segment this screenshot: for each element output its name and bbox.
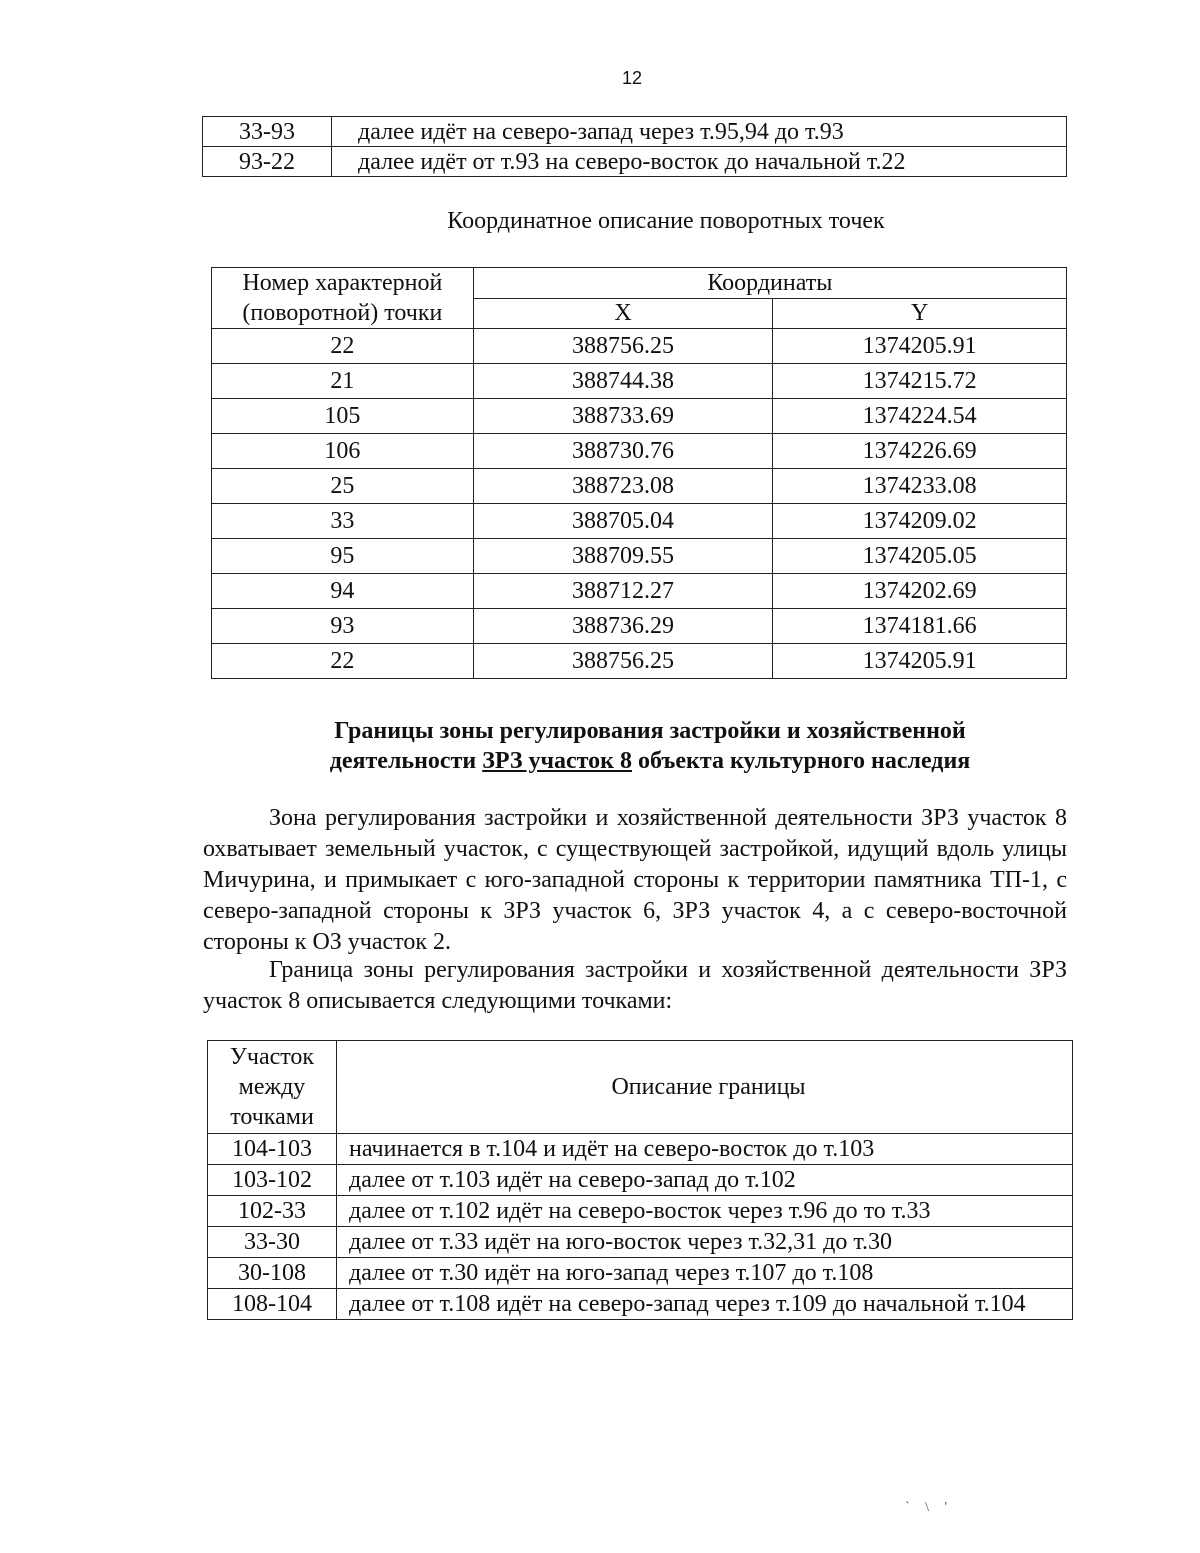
segment-points-cell: 93-22: [203, 147, 332, 177]
point-number-cell: 33: [212, 504, 474, 539]
table-row: [212, 609, 1067, 644]
segment-description-cell: далее от т.30 идёт на юго-запад через т.107 до т.108: [337, 1258, 1073, 1289]
table-row: [208, 1196, 1073, 1227]
table-row: [212, 644, 1067, 679]
table-row: [212, 329, 1067, 364]
point-number-header: [212, 268, 474, 329]
point-number-cell: 93: [212, 609, 474, 644]
table-row: [212, 504, 1067, 539]
coordinates-header-row: [212, 268, 1067, 299]
table-row: [208, 1134, 1073, 1165]
segment-description-cell: далее от т.108 идёт на северо-запад через т.109 до начальной т.104: [337, 1289, 1073, 1320]
table-row: [212, 434, 1067, 469]
y-coordinate-cell: 1374226.69: [773, 434, 1067, 469]
table-row: [212, 539, 1067, 574]
segment-points-header: [208, 1041, 337, 1134]
zone-8-segments-header-row: [208, 1041, 1073, 1134]
point-number-cell: 106: [212, 434, 474, 469]
table-row: [208, 1165, 1073, 1196]
coordinates-table: [211, 267, 1067, 679]
x-coordinate-cell: 388756.25: [473, 644, 773, 679]
page-number: 12: [621, 68, 643, 88]
y-coordinate-cell: 1374215.72: [773, 364, 1067, 399]
segment-points-header-line2: между: [238, 1074, 306, 1100]
y-header: Y: [773, 298, 1067, 329]
x-coordinate-cell: 388712.27: [473, 574, 773, 609]
x-coordinate-cell: 388733.69: [473, 399, 773, 434]
segment-description-cell: далее идёт на северо-запад через т.95,94 до т.93: [332, 117, 1067, 147]
section-heading-line2: [200, 746, 1100, 776]
x-coordinate-cell: 388756.25: [473, 329, 773, 364]
y-coordinate-cell: 1374209.02: [773, 504, 1067, 539]
point-number-cell: 105: [212, 399, 474, 434]
x-coordinate-cell: 388709.55: [473, 539, 773, 574]
table-row: [212, 364, 1067, 399]
x-coordinate-cell: 388730.76: [473, 434, 773, 469]
segment-description-cell: далее от т.102 идёт на северо-восток через т.96 до то т.33: [337, 1196, 1073, 1227]
point-number-cell: 21: [212, 364, 474, 399]
table-row: [203, 117, 1067, 147]
point-number-cell: 25: [212, 469, 474, 504]
segment-points-header-line3: точками: [230, 1104, 314, 1130]
y-coordinate-cell: 1374202.69: [773, 574, 1067, 609]
y-coordinate-cell: 1374181.66: [773, 609, 1067, 644]
segment-description-cell: начинается в т.104 и идёт на северо-восток до т.103: [337, 1134, 1073, 1165]
table-row: [208, 1258, 1073, 1289]
section-heading: [200, 716, 1100, 776]
zone-8-segments-table-body: [208, 1041, 1073, 1320]
point-number-header-line1: Номер характерной: [242, 270, 443, 296]
zone-8-segments-table: [207, 1040, 1073, 1320]
y-coordinate-cell: 1374224.54: [773, 399, 1067, 434]
y-coordinate-cell: 1374205.91: [773, 644, 1067, 679]
point-number-cell: 95: [212, 539, 474, 574]
segment-description-header: Описание границы: [337, 1041, 1073, 1134]
coordinates-table-body: [212, 329, 1067, 679]
section-heading-line2-start: деятельности: [329, 748, 483, 774]
y-coordinate-cell: 1374205.91: [773, 329, 1067, 364]
table-row: [208, 1227, 1073, 1258]
segment-description-cell: далее от т.33 идёт на юго-восток через т.32,31 до т.30: [337, 1227, 1073, 1258]
x-header: X: [473, 298, 773, 329]
point-number-header-line2: (поворотной) точки: [242, 300, 443, 326]
segment-description-cell: далее идёт от т.93 на северо-восток до начальной т.22: [332, 147, 1067, 177]
segment-points-cell: 33-93: [203, 117, 332, 147]
segments-table-continued-body: [203, 117, 1067, 177]
x-coordinate-cell: 388705.04: [473, 504, 773, 539]
segment-points-cell: 103-102: [208, 1165, 337, 1196]
segment-points-header-line1: Участок: [229, 1044, 315, 1070]
y-coordinate-cell: 1374205.05: [773, 539, 1067, 574]
zone-description-paragraph: Зона регулирования застройки и хозяйственной деятельности ЗРЗ участок 8 охватывает земельный участок, с существующей застройкой, идущий вдоль улицы Мичурина, и примыкает с юго-западной стороны к территории памятника ТП-1, с северо-западной стороны к ЗРЗ участок 6, ЗРЗ участок 4, а с северо-восточной стороны к ОЗ участок 2.: [203, 805, 1067, 955]
x-coordinate-cell: 388723.08: [473, 469, 773, 504]
segments-table-continued: [202, 116, 1067, 177]
section-heading-line2-end: объекта культурного наследия: [631, 748, 971, 774]
segment-points-cell: 108-104: [208, 1289, 337, 1320]
table-row: [212, 399, 1067, 434]
section-heading-zone-name: ЗРЗ участок 8: [482, 748, 632, 774]
point-number-cell: 22: [212, 329, 474, 364]
boundary-intro-paragraph: Граница зоны регулирования застройки и хозяйственной деятельности ЗРЗ участок 8 описывается следующими точками:: [203, 957, 1067, 1014]
segment-points-cell: 104-103: [208, 1134, 337, 1165]
point-number-cell: 22: [212, 644, 474, 679]
table-row: [212, 469, 1067, 504]
x-coordinate-cell: 388744.38: [473, 364, 773, 399]
coordinates-caption: Координатное описание поворотных точек: [447, 208, 885, 234]
table-row: [208, 1289, 1073, 1320]
segment-points-cell: 33-30: [208, 1227, 337, 1258]
segment-points-cell: 30-108: [208, 1258, 337, 1289]
segment-points-cell: 102-33: [208, 1196, 337, 1227]
table-row: [212, 574, 1067, 609]
x-coordinate-cell: 388736.29: [473, 609, 773, 644]
y-coordinate-cell: 1374233.08: [773, 469, 1067, 504]
scan-artifact-marks: ` \ ': [905, 1500, 954, 1515]
segment-description-cell: далее от т.103 идёт на северо-запад до т.102: [337, 1165, 1073, 1196]
table-row: [203, 147, 1067, 177]
section-heading-line1: Границы зоны регулирования застройки и хозяйственной: [334, 718, 966, 744]
coordinates-table-head: [212, 268, 1067, 329]
coordinates-header: Координаты: [473, 268, 1066, 299]
point-number-cell: 94: [212, 574, 474, 609]
